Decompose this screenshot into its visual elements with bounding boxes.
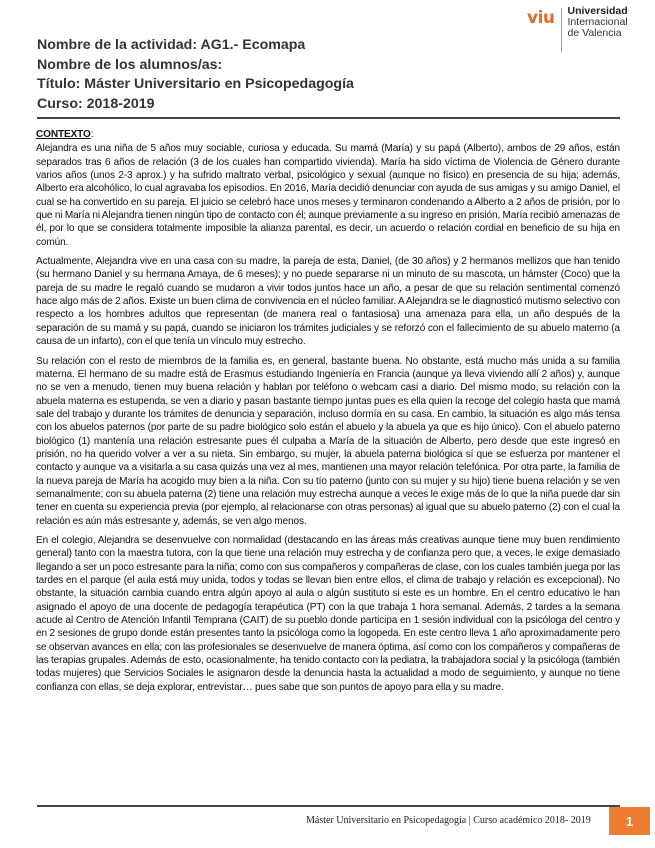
section-colon: : bbox=[90, 129, 94, 140]
logo-line-1: Universidad bbox=[567, 5, 628, 17]
document-body bbox=[36, 128, 620, 700]
activity-name: Nombre de la actividad: AG1.- Ecomapa bbox=[37, 37, 306, 53]
paragraph: Alejandra es una niña de 5 años muy sociable, curiosa y educada. Su mamá (María) y su papá (Alberto), ambos de 29 años, están separados tras 6 años de relación (3 de los cuales han compartido vivienda). María ha sido víctima de Violencia de Género durante varios años (unos 2-3 aprox.) y ha sufrido maltrato verbal, psicológico y sexual (aunque no físico) en presencia de su hija; además, Alberto era alcohólico, lo cual agravaba los episodios. En 2016, María decidió denunciar con ayuda de sus amigas y su amigo Daniel, el cual se ha convertido en su pareja. El juicio se celebró hace unos meses y terminaron condenando a Alberto a 2 años de prisión, por lo que ni María ni Alejandra tienen ningún tipo de contacto con él; aunque previamente a su ingreso en prisión, María recibió amenazas de él, por lo que se considera totalmente imposible la alianza parental, es decir, un acuerdo o relación cordial en beneficio de su hija en común. bbox=[36, 143, 620, 248]
logo-mark: viu bbox=[527, 8, 555, 28]
paragraph: Su relación con el resto de miembros de la familia es, en general, bastante buena. No obstante, está mucho más unida a su familia materna. El hermano de su madre está de Erasmus estudiando Ingeniería en Francia (aunque ya lleva viviendo allí 2 años) y, aunque no se ven a menudo, tienen muy buena relación y hablan por teléfono o webcam casi a diario. Del mismo modo, su relación con la abuela materna es estupenda, se ven a diario y pasan bastante tiempo juntas pues es ella quien la recoge del colegio hasta que mamá sale del trabajo y durante los trámites de denuncia y separación, incluso dormía en su casa. En cambio, la situación es algo más tensa con los abuelos paternos (por parte de su padre biológico solo están el abuelo y la abuela ya que es hijo único). Con el abuelo paterno biológico (1) mantenía una relación estresante pues él culpaba a María de la situación de Alberto, pero desde que este ingresó en prisión, no ha querido volver a ver a su nieta. Sin embargo, su mujer, la abuela paterna biológica sí que se esfuerza por mantener el contacto y aunque va a visitarla a su casa quizás una vez al mes, mantienen una mayor relación telefónica. Por otra parte, la familia de la nueva pareja de María ha acogido muy bien a la niña. Con su tío paterno (junto con su mujer y su hijo) tiene buena relación y se ven semanalmente; con su abuela paterna (2) tiene una relación muy estrecha aunque a veces le exige más de lo que la niña puede dar sin tener en cuenta su experiencia previa (por ejemplo, al relacionarse con otras personas) al igual que su abuelo paterno (2) con el cual la relación es aún más estresante y, además, se ven algo menos. bbox=[36, 355, 620, 527]
header-divider bbox=[37, 117, 620, 119]
logo-line-2: Internacional bbox=[567, 16, 628, 28]
course-year: Curso: 2018-2019 bbox=[37, 95, 155, 112]
paragraph: En el colegio, Alejandra se desenvuelve con normalidad (destacando en las áreas más creativas aunque tiene muy buen rendimiento general) tanto con la maestra tutora, con la que tiene una relación muy estrecha y de confianza pero que, a veces, le exige demasiado llegando a ser un poco estresante para la niña; como con sus compañeros y compañeras de clase, con los cuales también juega por las tardes en el parque (el aula está muy unida, todos y todas se llevan bien entre ellos, el clima de trabajo y relación es excepcional). No obstante, la situación cambia cuando entra algún apoyo al aula o algún sustituto si este es un hombre. En el centro educativo le han asignado el apoyo de una docente de pedagogía terapéutica (PT) con la que trabaja 1 hora semanal. Además, 2 tardes a la semana acude al Centro de Atención Infantil Temprana (CAIT) de su pueblo donde participa en 1 sesión individual con la psicóloga del centro y en 2 sesiones de grupo donde están presentes tanto la psicóloga como la logopeda. En este centro lleva 1 año aproximadamente pero se observan avances en ella; con las profesionales se desenvuelve de manera óptima, así como con los compañeros y compañeras de las terapias grupales. Además de esto, ocasionalmente, ha tenido contacto con la pediatra, la trabajadora social y la psicóloga (también todas mujeres) que Servicios Sociales le asignaron desde la denuncia hasta la actualidad a modo de seguimiento, y aunque no tiene confianza con ellas, se deja explorar, entrevistar… pues sabe que son puntos de apoyo para ella y su madre. bbox=[36, 534, 620, 693]
students-name: Nombre de los alumnos/as: bbox=[37, 56, 223, 73]
logo-line-3: de Valencia bbox=[567, 27, 622, 39]
paragraph: Actualmente, Alejandra vive en una casa con su madre, la pareja de esta, Daniel, (de 30 años) y 2 hermanos mellizos que han tenido (su hermano Daniel y su hermana Amaya, de 6 meses); y no puede separarse ni un minuto de su mascota, un hámster (Coco) que la pareja de su madre le regaló cuando se mudaron a vivir todos juntos hace un año, a pesar de que su relación sentimental comenzó hace algo más de 2 años. Existe un buen clima de convivencia en el núcleo familiar. A Alejandra se le diagnosticó mutismo selectivo con respecto a los hombres adultos que representan (de manera real o fantasiosa) una amenaza para ella, un año después de la separación de su mamá y su papá, cuando se iniciaron los trámites judiciales y se reforzó con el fallecimiento de su abuelo materno (a causa de un infarto), con el que tenía un vínculo muy estrecho. bbox=[36, 256, 620, 348]
degree-title: Título: Máster Universitario en Psicopedagogía bbox=[37, 76, 354, 92]
university-logo bbox=[527, 6, 628, 52]
page-number: 1 bbox=[609, 807, 650, 835]
footer-divider bbox=[37, 805, 620, 807]
section-heading bbox=[36, 128, 620, 141]
logo-divider bbox=[561, 8, 562, 52]
footer-text: Máster Universitario en Psicopedagogía | Curso académico 2018- 2019 bbox=[306, 815, 591, 826]
document-header bbox=[37, 36, 354, 114]
logo-text bbox=[568, 6, 628, 39]
section-label: CONTEXTO bbox=[36, 129, 91, 140]
